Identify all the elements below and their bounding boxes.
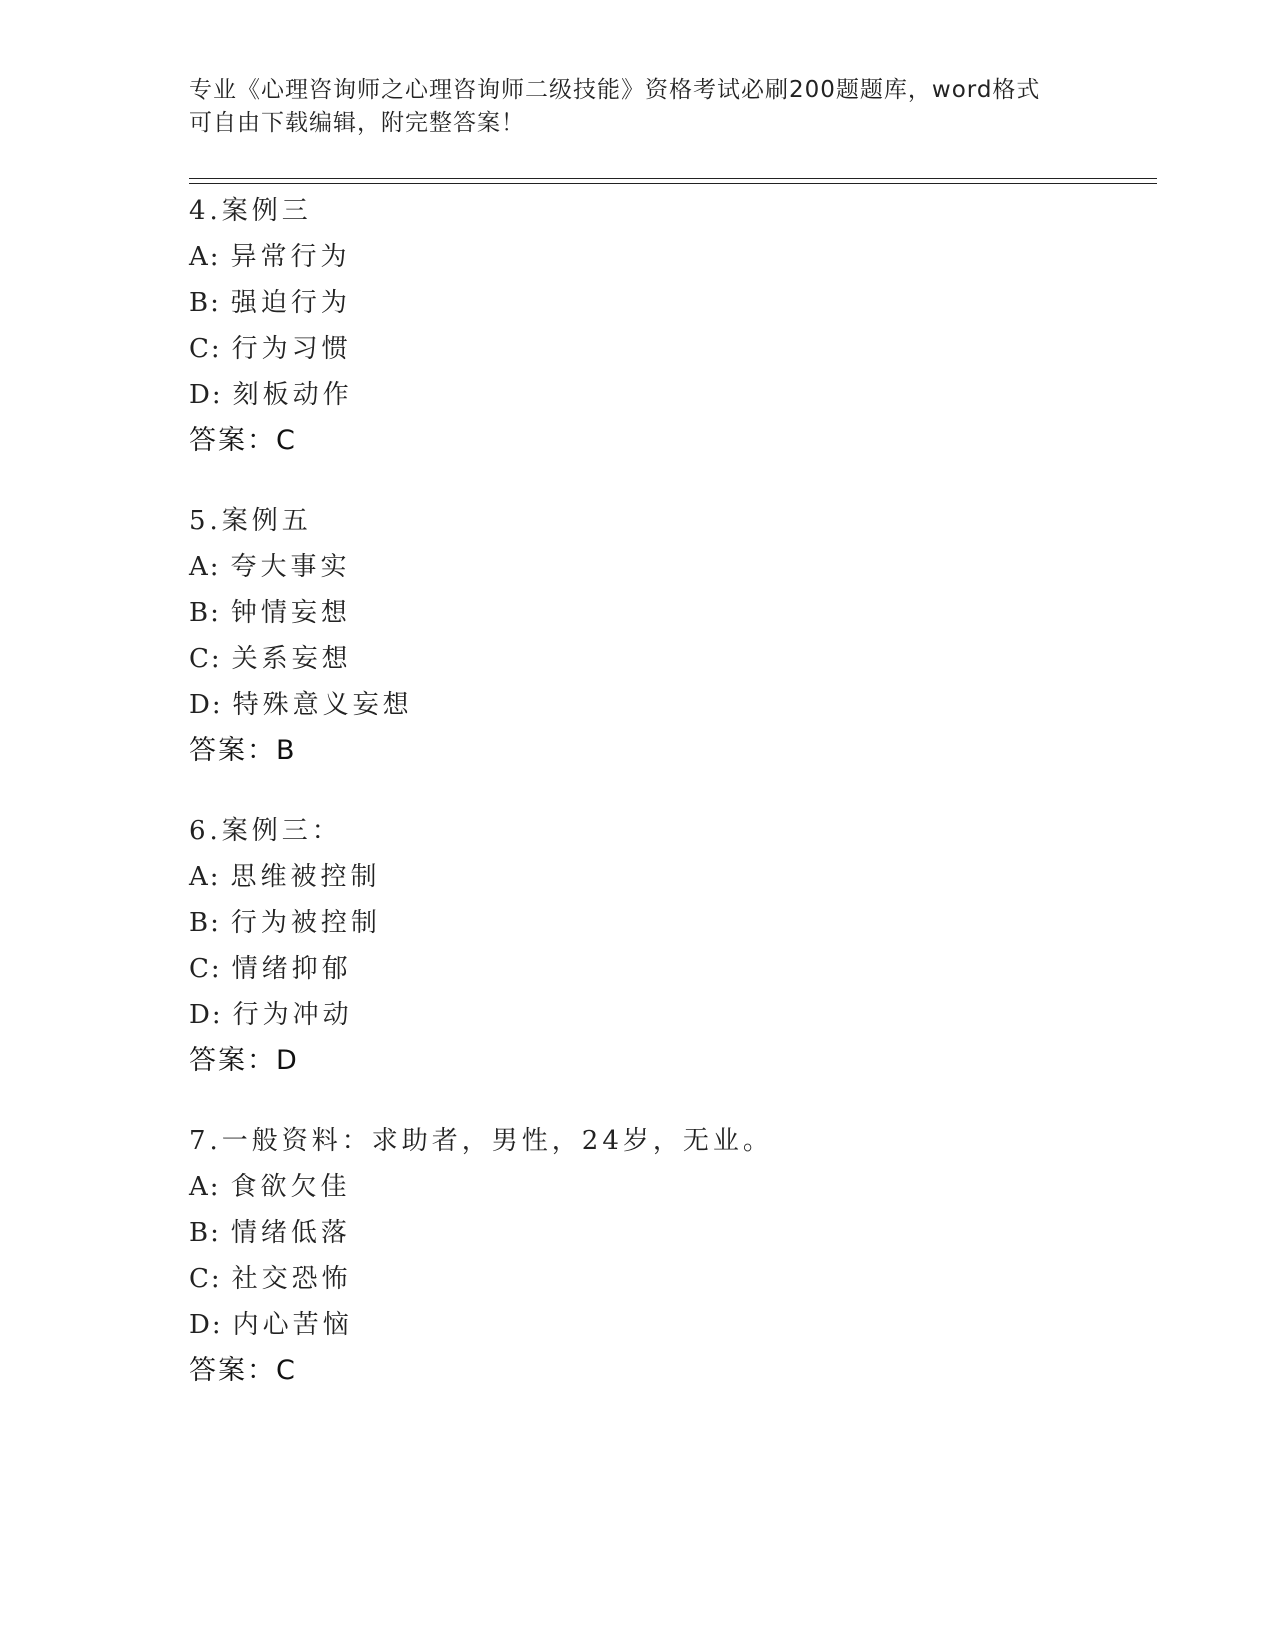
option-text: 情绪低落 <box>230 1218 351 1248</box>
question-stem: 6.案例三： <box>189 816 342 846</box>
option-b <box>189 1210 1149 1256</box>
option-letter: A: <box>189 862 221 892</box>
option-letter: C: <box>189 334 222 364</box>
option-text: 异常行为 <box>230 242 351 272</box>
option-a <box>189 234 1149 280</box>
question-6 <box>189 808 1149 1084</box>
option-letter: D: <box>189 1000 223 1030</box>
header-divider-top <box>189 178 1157 179</box>
question-list <box>189 188 1149 1428</box>
option-letter: C: <box>189 1264 222 1294</box>
option-b <box>189 590 1149 636</box>
option-letter: C: <box>189 644 222 674</box>
option-d <box>189 1302 1149 1348</box>
option-text: 特殊意义妄想 <box>232 690 413 720</box>
option-text: 钟情妄想 <box>230 598 351 628</box>
question-5 <box>189 498 1149 774</box>
option-letter: A: <box>189 1172 221 1202</box>
question-stem: 7.一般资料：求助者，男性，24岁，无业。 <box>189 1126 773 1156</box>
document-header <box>189 74 1069 140</box>
option-b <box>189 280 1149 326</box>
option-letter: B: <box>189 598 221 628</box>
question-4 <box>189 188 1149 464</box>
option-text: 关系妄想 <box>231 644 352 674</box>
option-text: 行为被控制 <box>230 908 381 938</box>
answer-line: 答案：B <box>189 735 297 766</box>
option-text: 社交恐怖 <box>231 1264 352 1294</box>
option-letter: B: <box>189 1218 221 1248</box>
answer-line: 答案：D <box>189 1045 299 1076</box>
header-line-2: 可自由下载编辑，附完整答案！ <box>189 110 525 136</box>
option-letter: A: <box>189 242 221 272</box>
option-a <box>189 544 1149 590</box>
option-a <box>189 854 1149 900</box>
header-line-1: 专业《心理咨询师之心理咨询师二级技能》资格考试必刷200题题库，word格式 <box>189 77 1041 103</box>
option-d <box>189 992 1149 1038</box>
option-a <box>189 1164 1149 1210</box>
question-stem: 5.案例五 <box>189 506 312 536</box>
option-letter: D: <box>189 1310 223 1340</box>
option-letter: B: <box>189 908 221 938</box>
option-text: 行为习惯 <box>231 334 352 364</box>
question-7 <box>189 1118 1149 1394</box>
option-letter: A: <box>189 552 221 582</box>
option-c <box>189 326 1149 372</box>
option-text: 内心苦恼 <box>232 1310 353 1340</box>
option-letter: D: <box>189 690 223 720</box>
option-letter: B: <box>189 288 221 318</box>
option-text: 行为冲动 <box>232 1000 353 1030</box>
option-text: 思维被控制 <box>230 862 381 892</box>
answer-line: 答案：C <box>189 425 297 456</box>
option-text: 情绪抑郁 <box>231 954 352 984</box>
option-text: 刻板动作 <box>232 380 353 410</box>
option-d <box>189 682 1149 728</box>
option-c <box>189 636 1149 682</box>
option-letter: C: <box>189 954 222 984</box>
option-letter: D: <box>189 380 223 410</box>
option-b <box>189 900 1149 946</box>
header-divider-bottom <box>189 183 1157 184</box>
answer-line: 答案：C <box>189 1355 297 1386</box>
option-d <box>189 372 1149 418</box>
option-text: 强迫行为 <box>230 288 351 318</box>
question-stem: 4.案例三 <box>189 196 312 226</box>
option-text: 夸大事实 <box>230 552 351 582</box>
option-c <box>189 1256 1149 1302</box>
option-text: 食欲欠佳 <box>230 1172 351 1202</box>
option-c <box>189 946 1149 992</box>
